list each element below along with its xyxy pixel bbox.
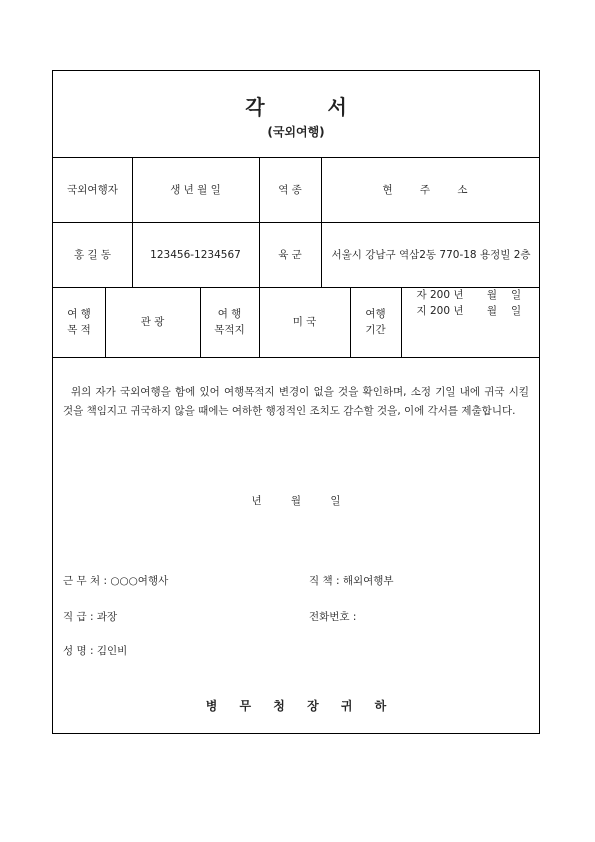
period-to-year: 지 200 년 (416, 305, 464, 317)
period-from-year: 자 200 년 (416, 289, 464, 301)
signer-name: 성 명 : 김인비 (63, 645, 128, 657)
purpose-label-line1: 여 행 (67, 308, 91, 320)
form-subtitle: (국외여행) (267, 125, 325, 139)
period-label (350, 287, 401, 357)
period-from (407, 287, 521, 303)
traveler-label: 국외여행자 (67, 183, 118, 196)
rank: 직 급 : 과장 (63, 611, 118, 623)
traveler-name: 홍 길 동 (73, 248, 112, 261)
destination-value: 미 국 (292, 316, 317, 328)
period-label-line1: 여행 (365, 308, 386, 320)
period-from-day: 일 (511, 289, 522, 301)
purpose-label-line2: 목 적 (67, 324, 91, 336)
service-label: 역 종 (278, 183, 302, 196)
period-to-month: 월 (486, 305, 498, 317)
recipient: 병 무 청 장 귀 하 (205, 699, 396, 713)
address-value: 서울시 강남구 역삼2동 770-18 용정빌 2층 (331, 248, 531, 261)
pledge-statement: 위의 자가 국외여행을 함에 있어 여행목적지 변경이 없을 것을 확인하며, 소정 기일 내에 귀국 시킬 것을 책임지고 귀국하지 않을 때에는 여하한 행정적인 조치도 감수할 것을, 이에 각서를 제출합니다. (63, 386, 529, 417)
address-label: 현 주 소 (382, 183, 480, 196)
period-to-day: 일 (511, 305, 522, 317)
destination-label (200, 287, 259, 357)
service-type: 육 군 (278, 248, 302, 261)
pledge-form (52, 70, 540, 734)
birth-label: 생 년 월 일 (170, 183, 221, 196)
duty: 직 책 : 해외여행부 (309, 575, 394, 587)
purpose-value: 관 광 (140, 316, 165, 328)
table-rule-bottom (53, 357, 539, 358)
workplace: 근 무 처 : ○○○여행사 (63, 575, 169, 587)
phone: 전화번호 : (309, 611, 357, 623)
period-value (401, 287, 541, 357)
purpose-label (53, 287, 105, 357)
form-title: 각 서 (245, 95, 375, 119)
destination-label-line1: 여 행 (217, 308, 242, 320)
id-number: 123456-1234567 (150, 248, 241, 261)
period-to (407, 303, 521, 319)
period-label-line2: 기간 (365, 324, 386, 336)
period-from-month: 월 (486, 289, 498, 301)
destination-label-line2: 목적지 (214, 324, 245, 336)
date-line: 년 월 일 (251, 495, 341, 507)
